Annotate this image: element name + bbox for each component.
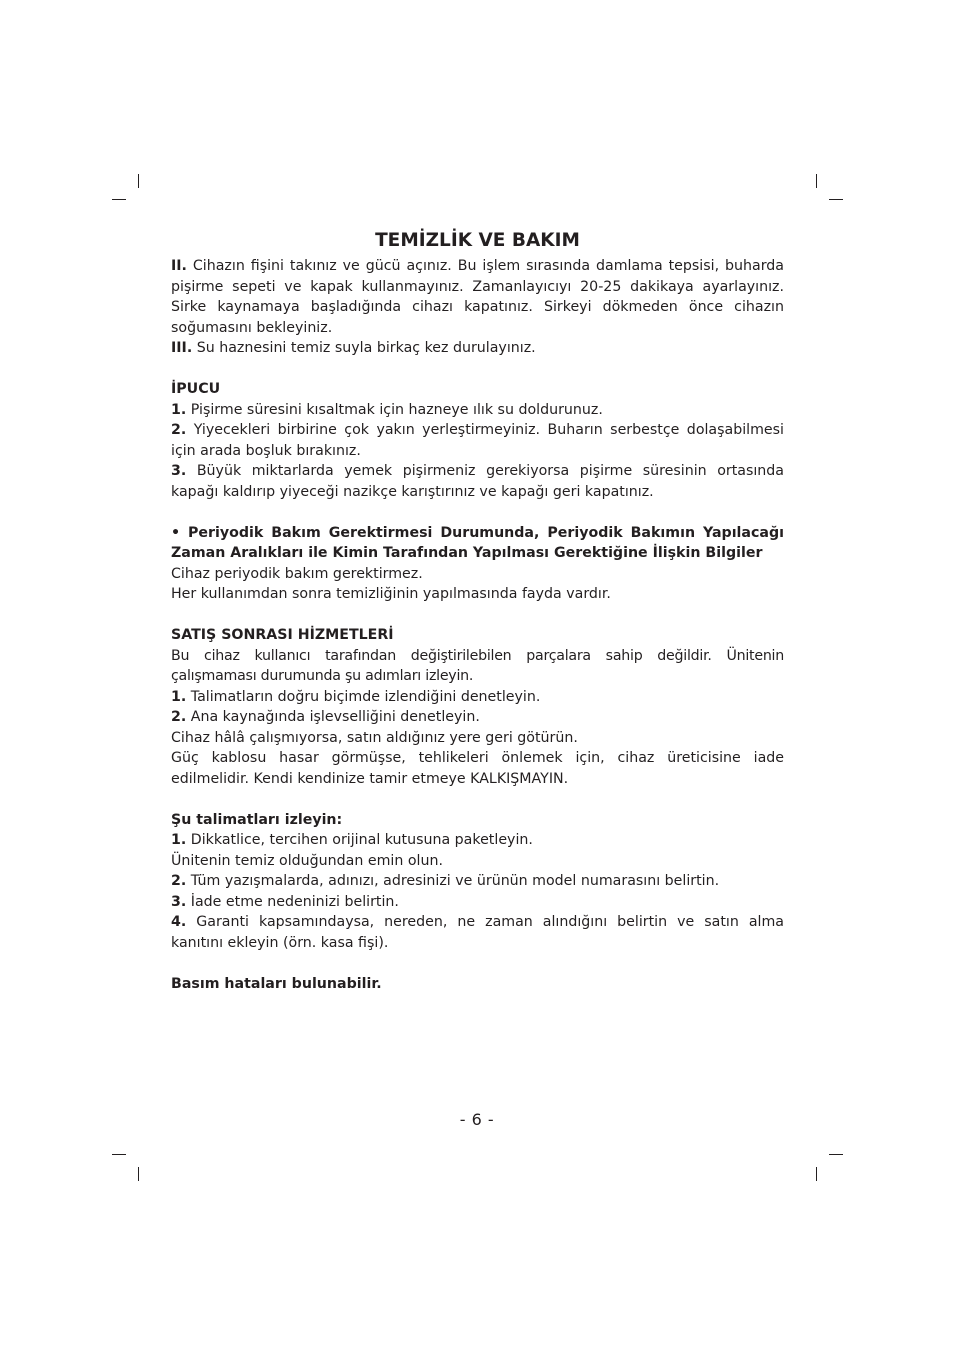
instruction-clean-line: Ünitenin temiz olduğundan emin olun.	[171, 852, 443, 869]
crop-mark-top-right-vertical	[816, 174, 817, 188]
instructions-heading: Şu talimatları izleyin:	[171, 811, 343, 828]
step-text: Su haznesini temiz suyla birkaç kez durulayınız.	[192, 340, 536, 356]
tip-text: Yiyecekleri birbirine çok yakın yerleştirmeyiniz. Buharın serbestçe dolaşabilmesi için arada boşluk bırakınız.	[171, 422, 784, 459]
page-title: TEMİZLİK VE BAKIM	[375, 230, 580, 251]
crop-mark-bottom-right-horizontal	[829, 1154, 843, 1155]
after-sales-return-line: Cihaz hâlâ çalışmıyorsa, satın aldığınız yere geri götürün.	[171, 729, 578, 746]
after-sales-intro: Bu cihaz kullanıcı tarafından değiştirilebilen parçalara sahip değildir. Ünitenin çalışmaması durumunda şu adımları izleyin.	[171, 647, 784, 684]
tip-number: 2.	[171, 422, 187, 438]
tip-item-3	[171, 461, 784, 502]
crop-mark-bottom-right-vertical	[816, 1167, 817, 1181]
page-content	[171, 228, 784, 994]
maintenance-line: Her kullanımdan sonra temizliğinin yapılmasında fayda vardır.	[171, 586, 611, 602]
instruction-step-3	[171, 892, 784, 913]
step-number: 2.	[171, 709, 187, 725]
after-sales-heading: SATIŞ SONRASI HİZMETLERİ	[171, 627, 394, 643]
step-number: III.	[171, 340, 193, 356]
printing-errors-note: Basım hataları bulunabilir.	[171, 975, 382, 992]
page-number: - 6 -	[459, 1110, 495, 1129]
step-text: İade etme nedeninizi belirtin.	[186, 893, 399, 910]
maintenance-heading: • Periyodik Bakım Gerektirmesi Durumunda, Periyodik Bakımın Yapılacağı Zaman Aralıkları ile Kimin Tarafından Yapılması Gerektiğine İlişkin Bilgiler	[171, 524, 784, 561]
tip-number: 1.	[171, 401, 187, 418]
crop-mark-top-left-horizontal	[112, 199, 126, 200]
step-text: Talimatların doğru biçimde izlendiğini denetleyin.	[186, 688, 541, 705]
tip-item-1	[171, 400, 784, 421]
step-number: 1.	[171, 832, 187, 848]
crop-mark-top-right-horizontal	[829, 199, 843, 200]
cleaning-step-3	[171, 338, 784, 359]
tip-text: Büyük miktarlarda yemek pişirmeniz gerekiyorsa pişirme süresinin ortasında kapağı kaldırıp yiyeceği nazikçe karıştırınız ve kapağı geri kapatınız.	[171, 463, 784, 500]
step-number: II.	[171, 258, 187, 274]
crop-mark-bottom-left-vertical	[138, 1167, 139, 1181]
tip-number: 3.	[171, 463, 187, 479]
after-sales-step-1	[171, 687, 784, 708]
step-text: Tüm yazışmalarda, adınızı, adresinizi ve ürünün model numarasını belirtin.	[186, 873, 720, 889]
cleaning-step-2	[171, 256, 784, 338]
step-text: Garanti kapsamındaysa, nereden, ne zaman alındığını belirtin ve satın alma kanıtını ekleyin (örn. kasa fişi).	[171, 914, 784, 951]
tip-text: Pişirme süresini kısaltmak için hazneye ılık su doldurunuz.	[186, 401, 603, 418]
step-number: 2.	[171, 873, 187, 889]
step-text: Cihazın fişini takınız ve gücü açınız. Bu işlem sırasında damlama tepsisi, buharda pişirme sepeti ve kapak kullanmayınız. Zamanlayıcıyı 20-25 dakikaya ayarlayınız. Sirke kaynamaya başladığında cihazı kapatınız. Sirkeyi dökmeden önce cihazın soğumasını bekleyiniz.	[171, 258, 784, 336]
after-sales-cable-line: Güç kablosu hasar görmüşse, tehlikeleri önlemek için, cihaz üreticisine iade edilmelidir. Kendi kendinize tamir etmeye KALKIŞMAYIN.	[171, 750, 784, 787]
step-number: 4.	[171, 914, 187, 930]
step-text: Dikkatlice, tercihen orijinal kutusuna paketleyin.	[186, 832, 533, 848]
step-number: 1.	[171, 688, 187, 705]
instruction-step-2	[171, 871, 784, 892]
after-sales-step-2	[171, 707, 784, 728]
step-number: 3.	[171, 893, 187, 910]
crop-mark-bottom-left-horizontal	[112, 1154, 126, 1155]
tips-heading: İPUCU	[171, 381, 221, 397]
step-text: Ana kaynağında işlevselliğini denetleyin.	[186, 709, 480, 725]
instruction-step-4	[171, 912, 784, 953]
maintenance-line: Cihaz periyodik bakım gerektirmez.	[171, 565, 423, 582]
tip-item-2	[171, 420, 784, 461]
crop-mark-top-left-vertical	[138, 174, 139, 188]
instruction-step-1	[171, 830, 784, 851]
